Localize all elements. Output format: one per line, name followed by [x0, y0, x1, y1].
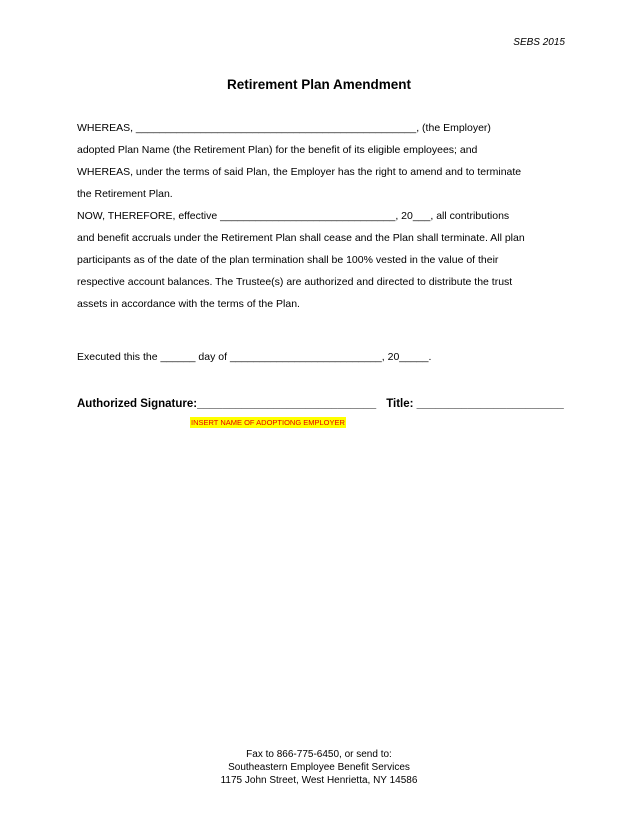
paragraph-line: the Retirement Plan. — [77, 188, 173, 200]
executed-paragraph — [77, 346, 567, 368]
footer-line: Fax to 866-775-6450, or send to: — [246, 749, 392, 760]
paragraph-line: and benefit accruals under the Retirement Plan shall cease and the Plan shall terminate. All plan — [77, 232, 525, 244]
footer-contact — [0, 748, 638, 787]
now-therefore-paragraph — [77, 205, 567, 315]
whereas-terms-paragraph — [77, 161, 567, 205]
signature-row — [77, 398, 564, 410]
insert-employer-note: INSERT NAME OF ADOPTIONG EMPLOYER — [191, 418, 345, 427]
paragraph-line: adopted Plan Name (the Retirement Plan) for the benefit of its eligible employees; and — [77, 144, 478, 156]
title-field: Title: _______________________ — [386, 398, 564, 410]
document-title: Retirement Plan Amendment — [226, 77, 412, 92]
footer-line: 1175 John Street, West Henrietta, NY 14586 — [220, 775, 418, 786]
paragraph-line: NOW, THEREFORE, effective ______________________________, 20___, all contributions — [77, 210, 510, 222]
paragraph-line: WHEREAS, ________________________________________________, (the Employer) — [77, 122, 491, 134]
paragraph-line: respective account balances. The Trustee(s) are authorized and directed to distribute the trust — [77, 276, 513, 288]
paragraph-line: Executed this the ______ day of __________________________, 20_____. — [77, 351, 432, 363]
paragraph-line: participants as of the date of the plan termination shall be 100% vested in the value of their — [77, 254, 499, 266]
paragraph-line: WHEREAS, under the terms of said Plan, the Employer has the right to amend and to terminate — [77, 166, 522, 178]
authorized-signature-field: Authorized Signature:____________________________ — [77, 398, 377, 410]
document-code: SEBS 2015 — [513, 37, 565, 48]
whereas-employer-paragraph — [77, 117, 567, 161]
paragraph-line: assets in accordance with the terms of the Plan. — [77, 298, 300, 310]
footer-line: Southeastern Employee Benefit Services — [228, 762, 410, 773]
